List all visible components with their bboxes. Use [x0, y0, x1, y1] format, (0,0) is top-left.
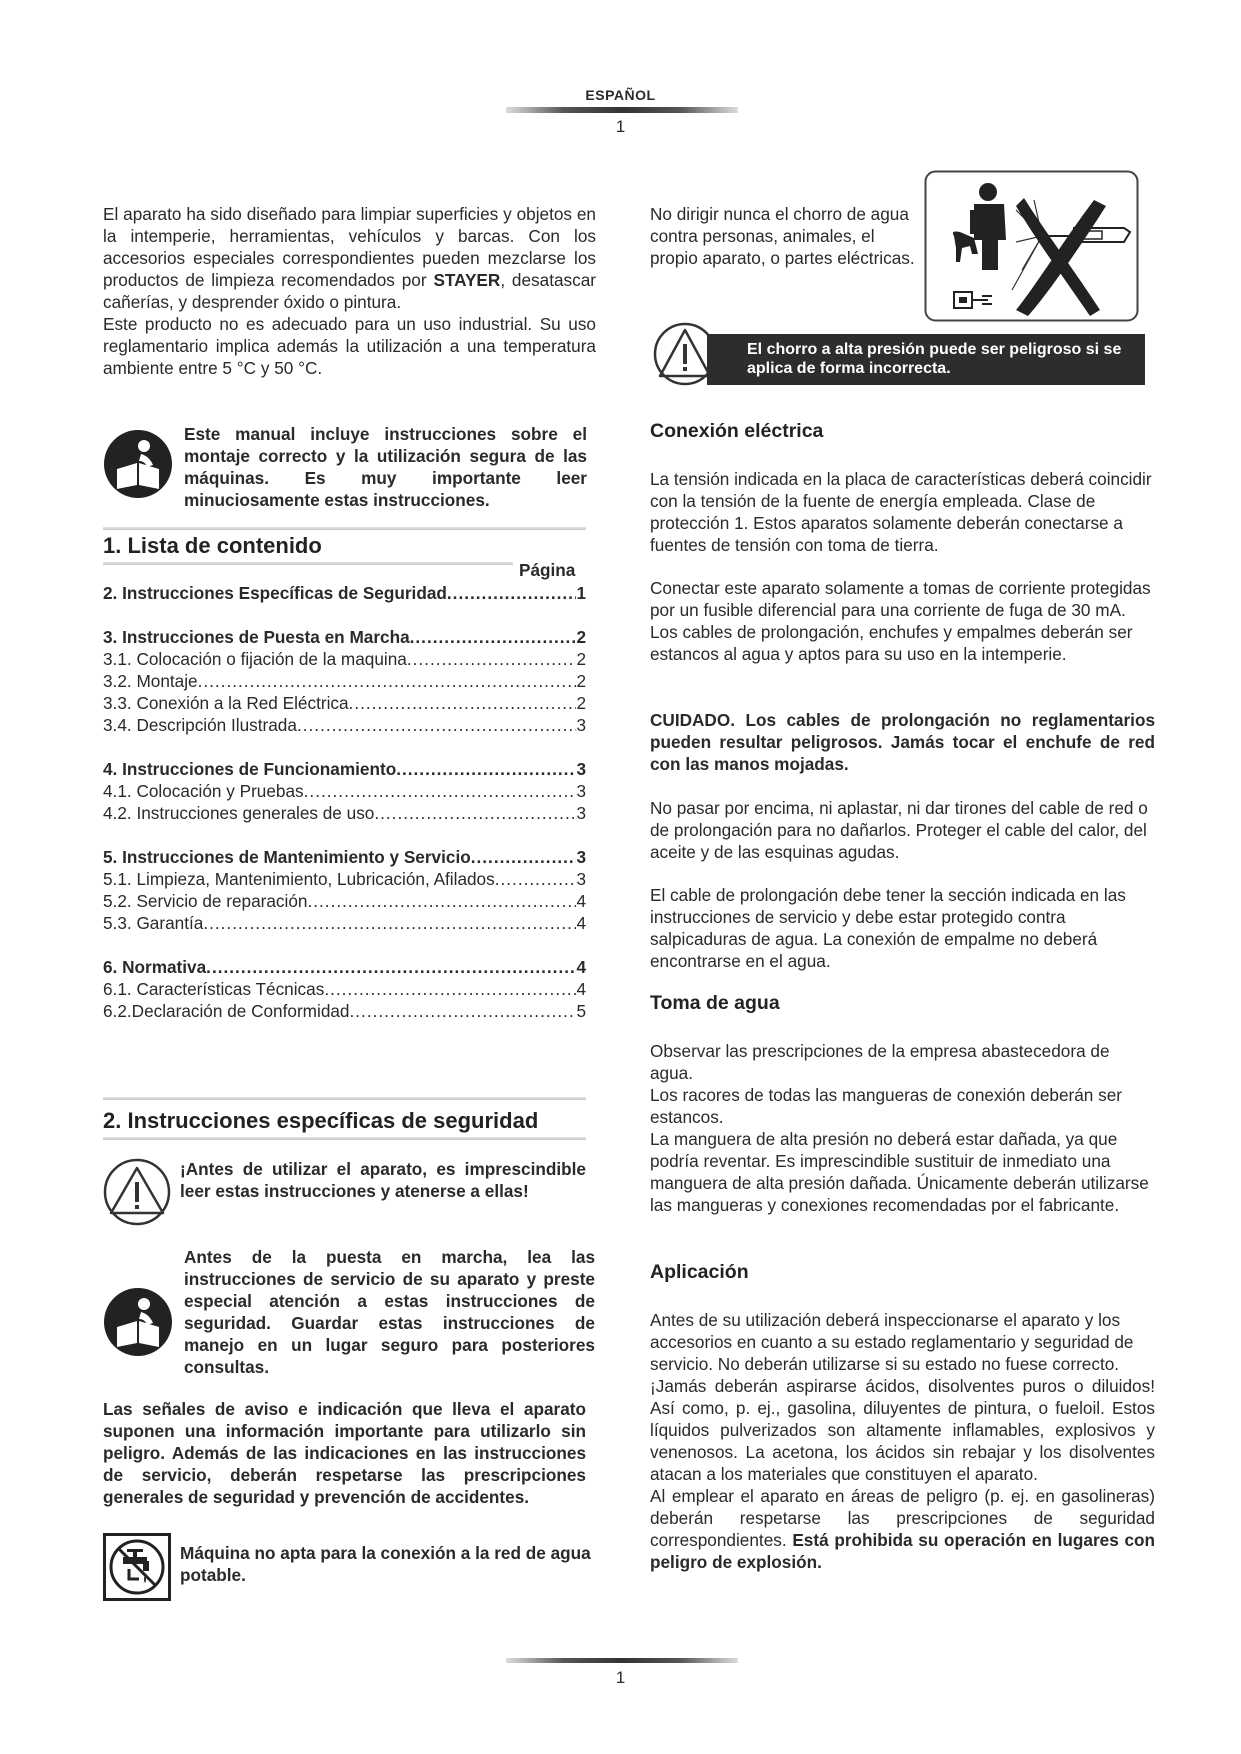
- warning-icon: [103, 1158, 171, 1226]
- safety-read-note: Antes de la puesta en marcha, lea las instrucciones de servicio de su aparato y preste especial atención a estas instrucciones de seguridad. Guardar estas instrucciones de manejo en un lugar seguro para posteriores consultas.: [184, 1247, 595, 1377]
- header-divider: [506, 107, 738, 113]
- application-title: Aplicación: [650, 1261, 749, 1283]
- toc-entry[interactable]: 4. Instrucciones de Funcionamiento ..... 3: [103, 758, 586, 780]
- no-potable-note: Máquina no apta para la conexión a la red de agua potable.: [180, 1543, 591, 1585]
- intro-text: El aparato ha sido diseñado para limpiar superficies y objetos en la intemperie, herramientas, vehículos y barcas. Con los accesorios especiales correspondientes pueden mezclarse los productos de limpieza recomendados por STAYER, desatascar cañerías, y desprender óxido o pintura. Este producto no es adecuado para un uso industrial. Su uso reglamentario implica además la utilización a una temperatura ambiente entre 5 °C y 50 °C.: [103, 204, 597, 378]
- toc-entry[interactable]: 5. Instrucciones de Mantenimiento y Servicio ..... 3: [103, 846, 586, 868]
- divider: [103, 562, 513, 565]
- header-page-number: 1: [615, 117, 626, 136]
- toc-page-label: Página: [519, 560, 576, 580]
- electric-caution: CUIDADO. Los cables de prolongación no reglamentarios pueden resultar peligrosos. Jamás tocar el enchufe de red con las manos mojadas.: [650, 710, 1155, 774]
- toc-entry[interactable]: 3. Instrucciones de Puesta en Marcha ..... 2: [103, 626, 586, 648]
- toc-title: 1. Lista de contenido: [103, 533, 322, 558]
- toc-entry[interactable]: 6.2.Declaración de Conformidad ..... 5: [103, 1000, 586, 1022]
- safety-title: 2. Instrucciones específicas de seguridad: [103, 1108, 539, 1133]
- water-intake-title: Toma de agua: [650, 992, 780, 1014]
- toc-entry[interactable]: 4.2. Instrucciones generales de uso ..... 3: [103, 802, 586, 824]
- toc-entry[interactable]: 6. Normativa ..... 4: [103, 956, 586, 978]
- electric-p4: El cable de prolongación debe tener la sección indicada en las instrucciones de servicio y debe estar protegido contra salpicaduras de agua. La conexión de empalme no deberá encontrarse en el agua.: [650, 885, 1126, 971]
- safety-signs-note: Las señales de aviso e indicación que lleva el aparato suponen una información importante para utilizarlo sin peligro. Además de las indicaciones en las instrucciones de servicio, deberán respetarse las prescripciones generales de seguridad y prevención de accidentes.: [103, 1399, 586, 1507]
- read-manual-icon: [103, 429, 173, 499]
- toc-entry[interactable]: 3.4. Descripción Ilustrada ..... 3: [103, 714, 586, 736]
- toc-entry[interactable]: 5.3. Garantía ..... 4: [103, 912, 586, 934]
- safety-warning: ¡Antes de utilizar el aparato, es imprescindible leer estas instrucciones y atenerse a ellas!: [180, 1159, 586, 1201]
- electric-p1: La tensión indicada en la placa de características deberá coincidir con la tensión de la fuente de energía empleada. Clase de protección 1. Estos aparatos solamente deberán conectarse a fuentes de tensión con toma de tierra.: [650, 469, 1152, 555]
- footer-divider: [506, 1658, 738, 1663]
- electric-connection-title: Conexión eléctrica: [650, 420, 824, 442]
- no-direct-jet-text: No dirigir nunca el chorro de agua contra personas, animales, el propio aparato, o partes eléctricas.: [650, 204, 915, 268]
- water-intake-text: Observar las prescripciones de la empresa abastecedora de agua. Los racores de todas las mangueras de conexión deberán ser estancos. La manguera de alta presión no deberá estar dañada, ya que podría reventar. Es imprescindible sustituir de inmediato una manguera de alta presión dañada. Únicamente deberán utilizarse las mangueras y conexiones recomendadas por el fabricante.: [650, 1041, 1149, 1215]
- divider: [103, 527, 586, 530]
- electric-p2: Conectar este aparato solamente a tomas de corriente protegidas por un fusible diferencial para una corriente de fuga de 30 mA. Los cables de prolongación, enchufes y empalmes deberán ser estancos al agua y aptos para su uso en la intemperie.: [650, 578, 1151, 664]
- brand-name: STAYER: [433, 270, 501, 290]
- toc-entry[interactable]: 4.1. Colocación y Pruebas ..... 3: [103, 780, 586, 802]
- footer-page-number: 1: [615, 1668, 626, 1687]
- toc-entry[interactable]: 6.1. Características Técnicas ..... 4: [103, 978, 586, 1000]
- toc-entry[interactable]: 5.1. Limpieza, Mantenimiento, Lubricación, Afilados ..... 3: [103, 868, 586, 890]
- toc-entry[interactable]: 2. Instrucciones Específicas de Seguridad ..... 1: [103, 582, 586, 604]
- manual-note: Este manual incluye instrucciones sobre el montaje correcto y la utilización segura de las máquinas. Es muy importante leer minuciosamente estas instrucciones.: [184, 424, 587, 510]
- divider: [103, 1137, 586, 1140]
- header-language: ESPAÑOL: [585, 87, 656, 103]
- divider: [103, 1097, 586, 1100]
- toc-entry[interactable]: 3.3. Conexión a la Red Eléctrica ..... 2: [103, 692, 586, 714]
- toc-entry[interactable]: 3.1. Colocación o fijación de la maquina ..... 2: [103, 648, 586, 670]
- no-potable-water-icon: [103, 1533, 171, 1601]
- danger-banner: El chorro a alta presión puede ser peligroso si se aplica de forma incorrecta.: [707, 334, 1145, 385]
- table-of-contents: [103, 582, 586, 1044]
- electric-p3: No pasar por encima, ni aplastar, ni dar tirones del cable de red o de prolongación para no dañarlos. Proteger el cable del calor, del aceite y de las esquinas agudas.: [650, 798, 1148, 862]
- toc-entry[interactable]: 3.2. Montaje ..... 2: [103, 670, 586, 692]
- read-manual-icon: [103, 1287, 173, 1357]
- no-spray-people-icon: [924, 170, 1139, 322]
- toc-entry[interactable]: 5.2. Servicio de reparación ..... 4: [103, 890, 586, 912]
- application-text: Antes de su utilización deberá inspeccionarse el aparato y los accesorios en cuanto a su estado reglamentario y seguridad de servicio. No deberán utilizarse si su estado no fuese correcto. ¡Jamás deberán aspirarse ácidos, disolventes puros o diluidos! Así como, p. ej., gasolina, diluyentes de pintura, o fueloil. Estos líquidos pulverizados son altamente inflamables, explosivos y venenosos. La acetona, los ácidos sin rebajar y los disolventes atacan a los materiales que constituyen el aparato. Al emplear el aparato en áreas de peligro (p. ej. en gasolineras) deberán respetarse las prescripciones de seguridad correspondientes. Está prohibida su operación en lugares con peligro de explosión.: [650, 1310, 1156, 1572]
